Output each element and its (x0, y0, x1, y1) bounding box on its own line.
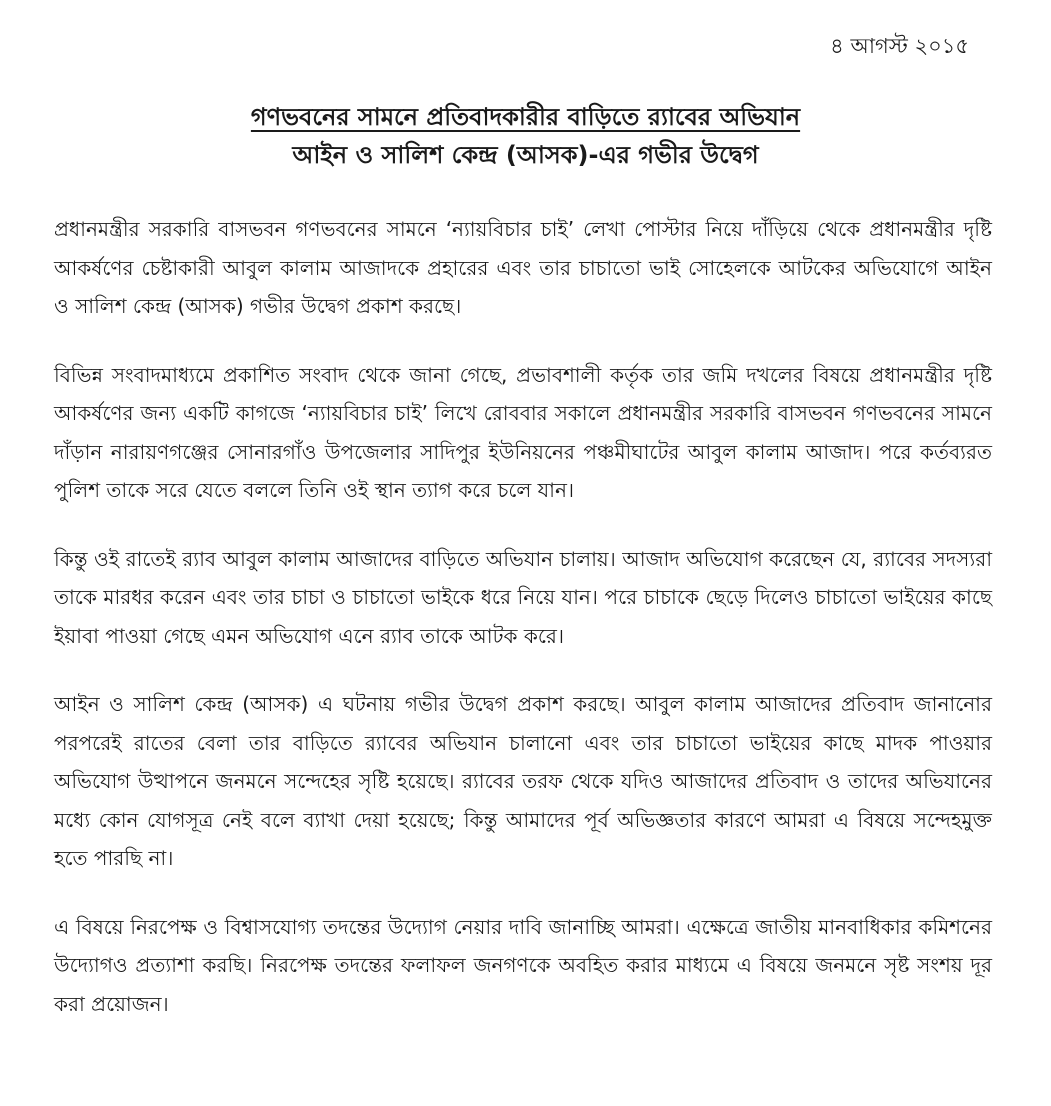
page-title: গণভবনের সামনে প্রতিবাদকারীর বাড়িতে র‍্যাবের অভিযান (250, 103, 801, 131)
paragraph: প্রধানমন্ত্রীর সরকারি বাসভবন গণভবনের সামনে ‘ন্যায়বিচার চাই’ লেখা পোস্টার নিয়ে দাঁড়িয়ে থেকে প্রধানমন্ত্রীর দৃষ্টি আকর্ষণের চেষ্টাকারী আবুল কালাম আজাদকে প্রহারের এবং তার চাচাতো ভাই সোহেলকে আটকের অভিযোগে আইন ও সালিশ কেন্দ্র (আসক) গভীর উদ্বেগ প্রকাশ করছে। (54, 217, 992, 318)
body-text (54, 210, 992, 1053)
page-subtitle: আইন ও সালিশ কেন্দ্র (আসক)-এর গভীর উদ্বেগ (292, 141, 759, 169)
paragraph: কিন্তু ওই রাতেই র‍্যাব আবুল কালাম আজাদের বাড়িতে অভিযান চালায়। আজাদ অভিযোগ করেছেন যে, র‍্যাবের সদস্যরা তাকে মারধর করেন এবং তার চাচা ও চাচাতো ভাইকে ধরে নিয়ে যান। পরে চাচাকে ছেড়ে দিলেও চাচাতো ভাইয়ের কাছে ইয়াবা পাওয়া গেছে এমন অভিযোগ এনে র‍্যাব তাকে আটক করে। (54, 546, 992, 648)
paragraph: বিভিন্ন সংবাদমাধ্যমে প্রকাশিত সংবাদ থেকে জানা গেছে, প্রভাবশালী কর্তৃক তার জমি দখলের বিষয়ে প্রধানমন্ত্রীর দৃষ্টি আকর্ষণের জন্য একটি কাগজে ‘ন্যায়বিচার চাই’ লিখে রোববার সকালে প্রধানমন্ত্রীর সরকারি বাসভবন গণভবনের সামনে দাঁড়ান নারায়ণগঞ্জের সোনারগাঁও উপজেলার সাদিপুর ইউনিয়নের পঞ্চমীঘাটের আবুল কালাম আজাদ। পরে কর্তব্যরত পুলিশ তাকে সরে যেতে বললে তিনি ওই স্থান ত্যাগ করে চলে যান। (54, 362, 992, 502)
paragraph: এ বিষয়ে নিরপেক্ষ ও বিশ্বাসযোগ্য তদন্তের উদ্যোগ নেয়ার দাবি জানাচ্ছি আমরা। এক্ষেত্রে জাতীয় মানবাধিকার কমিশনের উদ্যোগও প্রত্যাশা করছি। নিরপেক্ষ তদন্তের ফলাফল জনগণকে অবহিত করার মাধ্যমে এ বিষয়ে জনমনে সৃষ্ট সংশয় দূর করা প্রয়োজন। (54, 914, 992, 1016)
heading-block (0, 100, 1051, 172)
release-date: ৪ আগস্ট ২০১৫ (830, 34, 969, 58)
paragraph: আইন ও সালিশ কেন্দ্র (আসক) এ ঘটনায় গভীর উদ্বেগ প্রকাশ করছে। আবুল কালাম আজাদের প্রতিবাদ জানানোর পরপরেই রাতের বেলা তার বাড়িতে র‍্যাবের অভিযান চালানো এবং তার চাচাতো ভাইয়ের কাছে মাদক পাওয়ার অভিযোগ উত্থাপনে জনমনে সন্দেহের সৃষ্টি হয়েছে। র‍্যাবের তরফ থেকে যদিও আজাদের প্রতিবাদ ও তাদের অভিযানের মধ্যে কোন যোগসূত্র নেই বলে ব্যাখা দেয়া হয়েছে; কিন্তু আমাদের পূর্ব অভিজ্ঞতার কারণে আমরা এ বিষয়ে সন্দেহমুক্ত হতে পারছি না। (54, 692, 992, 870)
